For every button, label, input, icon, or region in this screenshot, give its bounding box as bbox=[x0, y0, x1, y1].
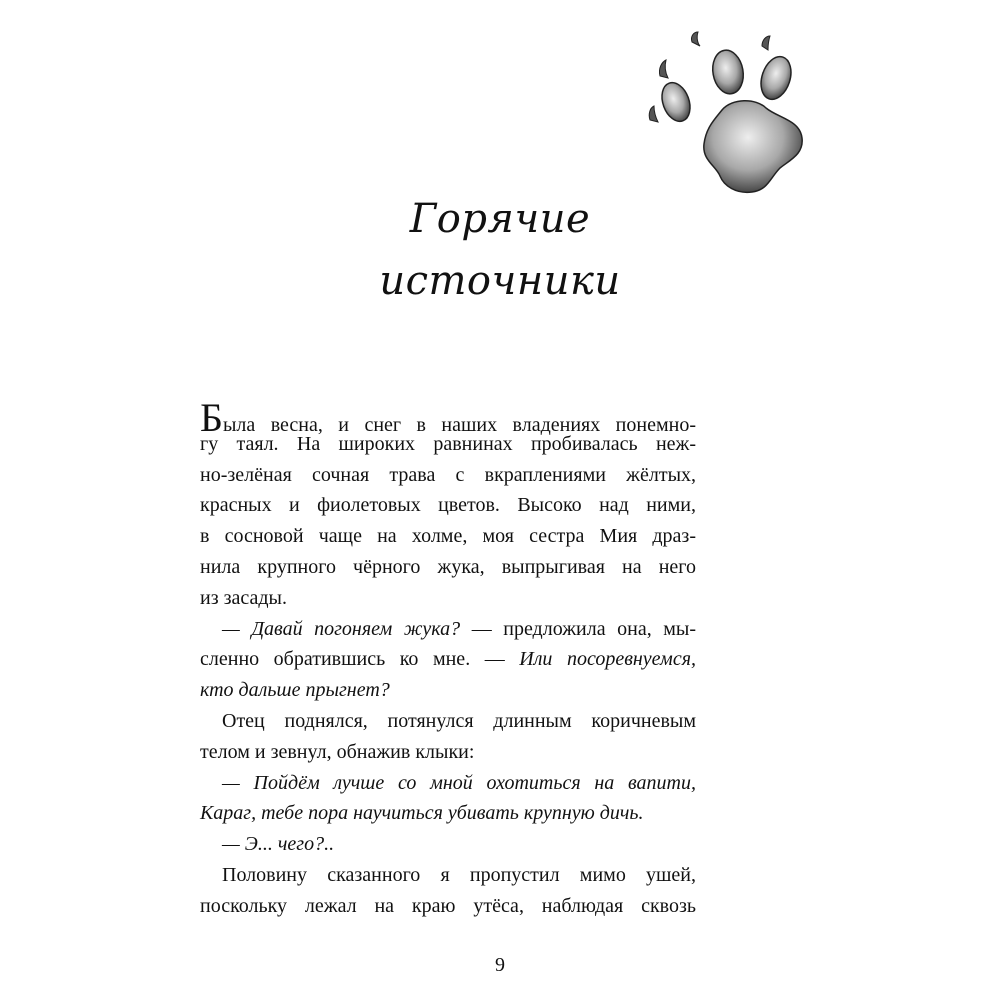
body-line: в сосновой чаще на холме, моя сестра Мия драз- bbox=[200, 525, 696, 548]
drop-cap: Б bbox=[200, 395, 223, 440]
body-line: из засады. bbox=[200, 586, 287, 609]
dialogue-line: — Давай погоняем жука? — предложила она, мы- bbox=[222, 617, 697, 640]
body-line: телом и зевнул, обнажив клыки: bbox=[200, 740, 475, 763]
body-line: Отец поднялся, потянулся длинным коричневым bbox=[222, 709, 696, 732]
page-number: 9 bbox=[495, 954, 505, 976]
chapter-body bbox=[200, 395, 697, 922]
body-line: Половину сказанного я пропустил мимо ушей, bbox=[222, 863, 696, 886]
chapter-title-line-2: источники bbox=[379, 258, 621, 304]
dialogue-line: — Пойдём лучше со мной охотиться на вапити, bbox=[222, 771, 696, 794]
paw-print-icon bbox=[640, 28, 820, 208]
body-line: гу таял. На широких равнинах пробивалась неж- bbox=[200, 432, 696, 455]
body-line: красных и фиолетовых цветов. Высоко над ними, bbox=[200, 494, 696, 517]
body-line: поскольку лежал на краю утёса, наблюдая сквозь bbox=[200, 894, 696, 917]
chapter-title bbox=[300, 188, 700, 312]
body-line: но-зелёная сочная трава с вкраплениями жёлтых, bbox=[200, 463, 696, 486]
dialogue-line: Караг, тебе пора научиться убивать крупную дичь. bbox=[200, 802, 644, 825]
chapter-title-line-1: Горячие bbox=[409, 196, 591, 242]
dialogue-line: сленно обратившись ко мне. — Или посоревнуемся, bbox=[200, 648, 696, 671]
dialogue-line: — Э... чего?.. bbox=[222, 833, 335, 856]
dialogue-line: кто дальше прыгнет? bbox=[200, 679, 390, 702]
body-line: нила крупного чёрного жука, выпрыгивая на него bbox=[200, 555, 696, 578]
body-line: Была весна, и снег в наших владениях понемно- bbox=[200, 395, 696, 440]
